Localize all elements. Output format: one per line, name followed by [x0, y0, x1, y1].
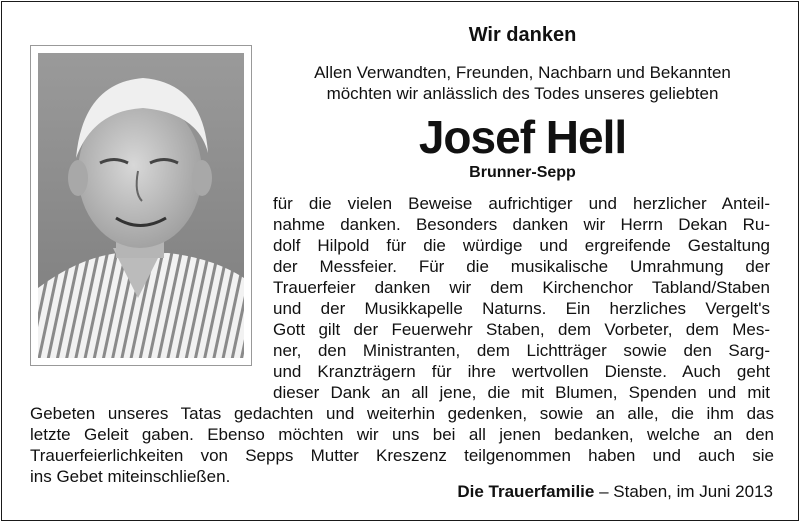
body-line: Gebeten unseres Tatas gedachten und weiterhin gedenken, sowie an alle, die ihm das: [30, 404, 774, 423]
body-line: nahme danken. Besonders danken wir Herrn Dekan Ru-: [273, 215, 770, 234]
body-line: Trauerfeier danken wir dem Kirchenchor Tabland/Staben: [273, 278, 770, 297]
heading: Wir danken: [468, 24, 577, 46]
intro-text: [270, 62, 775, 104]
body-line: ins Gebet miteinschließen.: [30, 467, 231, 486]
signature-name: Die Trauerfamilie: [457, 482, 595, 501]
body-line: und der Musikkapelle Naturns. Ein herzliches Vergelt's: [273, 299, 770, 318]
body-line: ner, den Ministranten, dem Lichtträger sowie den Sarg-: [273, 341, 770, 360]
signature-place-date: – Staben, im Juni 2013: [594, 482, 773, 501]
intro-line: Allen Verwandten, Freunden, Nachbarn und Bekannten: [314, 63, 731, 82]
body-line: der Messfeier. Für die musikalische Umrahmung der: [273, 257, 770, 276]
body-line: für die vielen Beweise aufrichtiger und herzlicher Anteil-: [273, 194, 770, 213]
body-line: Trauerfeierlichkeiten von Sepps Mutter Kreszenz teilgenommen haben und auch sie: [30, 446, 774, 465]
deceased-nickname: Brunner-Sepp: [469, 164, 576, 181]
body-line: dolf Hilpold für die würdige und ergreifende Gestaltung: [273, 236, 770, 255]
body-line: und Kranzträgern für ihre wertvollen Dienste. Auch geht: [273, 362, 770, 381]
intro-line: möchten wir anlässlich des Todes unseres geliebten: [326, 84, 719, 103]
signature: [457, 482, 773, 502]
portrait-photo: [30, 45, 252, 366]
body-line: Gott gilt der Feuerwehr Staben, dem Vorbeter, dem Mes-: [273, 320, 770, 339]
portrait-image: [38, 53, 244, 358]
body-line: dieser Dank an all jene, die mit Blumen, Spenden und mit: [273, 383, 770, 402]
body-line: letzte Geleit gaben. Ebenso möchten wir uns bei all jenen bedanken, welche an den: [30, 425, 774, 444]
deceased-name: Josef Hell: [418, 111, 627, 163]
